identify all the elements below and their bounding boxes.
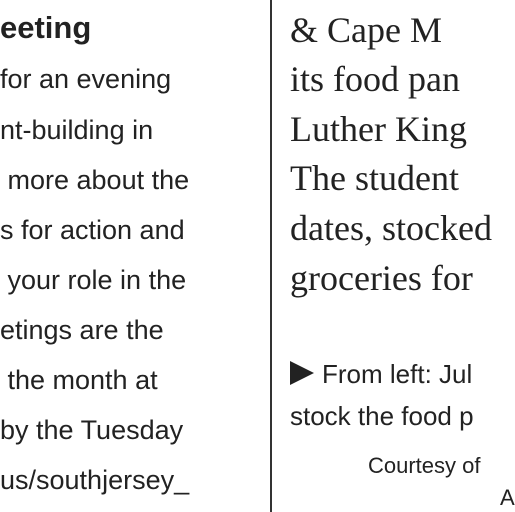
photo-credit-line: A bbox=[500, 485, 515, 510]
body-line: more about the bbox=[0, 165, 190, 195]
photo-caption-line bbox=[290, 357, 472, 391]
body-line: etings are the bbox=[0, 315, 164, 345]
caption-text: From left: Jul bbox=[322, 359, 473, 389]
body-line: your role in the bbox=[0, 265, 187, 295]
photo-credit-line: Courtesy of bbox=[368, 453, 481, 478]
body-line: the month at bbox=[0, 365, 158, 395]
body-line: & Cape M bbox=[290, 10, 442, 50]
photo-caption-line: stock the food p bbox=[290, 401, 474, 431]
body-line: groceries for bbox=[290, 258, 473, 298]
body-line: s for action and bbox=[0, 215, 185, 245]
body-line: nt-building in bbox=[0, 115, 154, 145]
body-line: its food pan bbox=[290, 59, 460, 99]
body-line: by the Tuesday bbox=[0, 415, 184, 445]
body-line: Luther King bbox=[290, 109, 467, 149]
body-line: dates, stocked bbox=[290, 208, 492, 248]
body-line: us/southjersey_ bbox=[0, 465, 190, 495]
caption-arrow-icon bbox=[290, 361, 314, 385]
article-heading: eeting bbox=[0, 10, 92, 45]
body-line: for an evening bbox=[0, 64, 172, 94]
right-column bbox=[272, 0, 515, 512]
body-line: The student bbox=[290, 158, 459, 198]
